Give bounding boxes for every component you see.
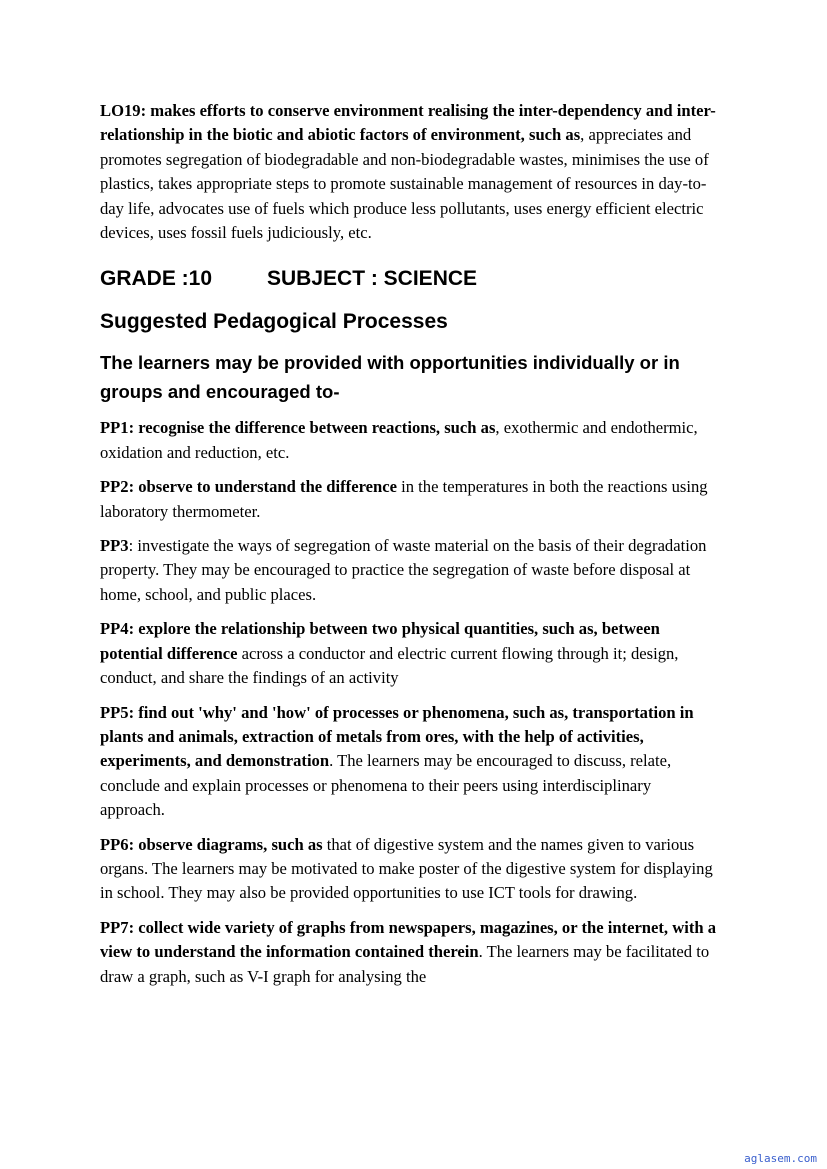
pedagogical-process-pp6 (100, 833, 720, 906)
pp2-text: in the temperatures in both the reactions using laboratory thermometer. (100, 477, 708, 521)
section-title: Suggested Pedagogical Processes (100, 310, 448, 334)
grade-subject-heading (100, 265, 720, 293)
pp4-bold-text: PP4: explore the relationship between two physical quantities, such as, between potential difference (100, 619, 660, 663)
grade-label: GRADE :10 (100, 267, 213, 291)
subject-label: SUBJECT : SCIENCE (267, 267, 478, 291)
pp3-text: : investigate the ways of segregation of waste material on the basis of their degradation property. They may be encouraged to practice the segregation of waste before disposal at home, school, and public places. (100, 536, 707, 604)
pp2-bold-text: PP2: observe to understand the difference (100, 477, 397, 497)
pp4-text: across a conductor and electric current flowing through it; design, conduct, and share the findings of an activity (100, 643, 679, 688)
pp5-text: . The learners may be encouraged to discuss, relate, conclude and explain processes or phenomena to their peers using interdisciplinary approach. (100, 751, 672, 820)
pp5-bold-text: PP5: find out 'why' and 'how' of processes or phenomena, such as, transportation in plants and animals, extraction of metals from ores, with the help of activities, experiments, and demonstration (100, 702, 694, 771)
watermark-footer: aglasem.com (744, 1152, 817, 1165)
lo19-text: , appreciates and promotes segregation of biodegradable and non-biodegradable wastes, minimises the use of plastics, takes appropriate steps to promote sustainable management of resources in day-to-day life, advocates use of fuels which produce less pollutants, uses energy efficient electric devices, uses fossil fuels judiciously, etc. (100, 125, 709, 243)
pp6-bold-text: PP6: observe diagrams, such as (100, 834, 323, 854)
learning-outcome-lo19 (100, 99, 720, 245)
pedagogical-process-pp4 (100, 617, 720, 690)
pp7-text: . The learners may be facilitated to draw a graph, such as V-I graph for analysing the (100, 942, 710, 986)
pp7-bold-text: PP7: collect wide variety of graphs from newspapers, magazines, or the internet, with a view to understand the information contained therein (100, 917, 717, 962)
pedagogical-process-pp5 (100, 701, 720, 823)
pedagogical-process-pp1 (100, 416, 720, 465)
pp1-text: , exothermic and endothermic, oxidation and reduction, etc. (100, 418, 698, 462)
pedagogical-process-pp2 (100, 475, 720, 524)
pedagogical-process-pp3 (100, 534, 720, 607)
pp1-bold-text: PP1: recognise the difference between reactions, such as (100, 418, 496, 438)
pp3-bold-text: PP3 (100, 536, 129, 556)
intro-heading: The learners may be provided with opportunities individually or in groups and encouraged to- (100, 352, 680, 403)
document-page (100, 99, 720, 999)
lo19-bold-text: LO19: makes efforts to conserve environment realising the inter-dependency and inter-relationship in the biotic and abiotic factors of environment, such as (100, 101, 716, 145)
pp6-text: that of digestive system and the names given to various organs. The learners may be motivated to make poster of the digestive system for displaying in school. They may also be provided opportunities to use ICT tools for drawing. (100, 834, 713, 903)
pedagogical-process-pp7 (100, 916, 720, 989)
